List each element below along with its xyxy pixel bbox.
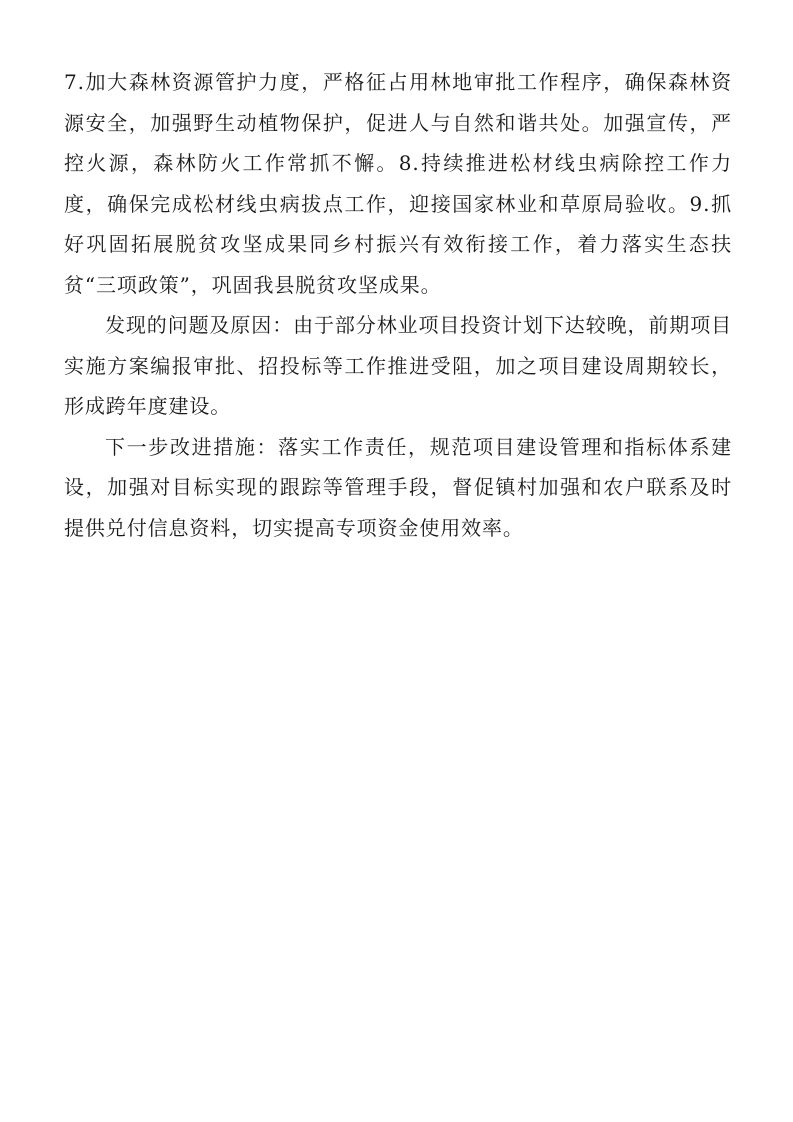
document-body — [64, 62, 732, 548]
paragraph-problems-causes: 发现的问题及原因：由于部分林业项目投资计划下达较晚，前期项目实施方案编报审批、招投标等工作推进受阻，加之项目建设周期较长，形成跨年度建设。 — [64, 313, 732, 418]
paragraph-improvement-measures: 下一步改进措施：落实工作责任，规范项目建设管理和指标体系建设，加强对目标实现的跟踪等管理手段，督促镇村加强和农户联系及时提供兑付信息资料，切实提高专项资金使用效率。 — [64, 434, 732, 540]
paragraph-task-list: 7.加大森林资源管护力度，严格征占用林地审批工作程序，确保森林资源安全，加强野生动植物保护，促进人与自然和谐共处。加强宣传，严控火源，森林防火工作常抓不懈。8.持续推进松材线虫病除控工作力度，确保完成松材线虫病拔点工作，迎接国家林业和草原局验收。9.抓好巩固拓展脱贫攻坚成果同乡村振兴有效衔接工作，着力落实生态扶贫“三项政策”，巩固我县脱贫攻坚成果。 — [64, 70, 732, 297]
